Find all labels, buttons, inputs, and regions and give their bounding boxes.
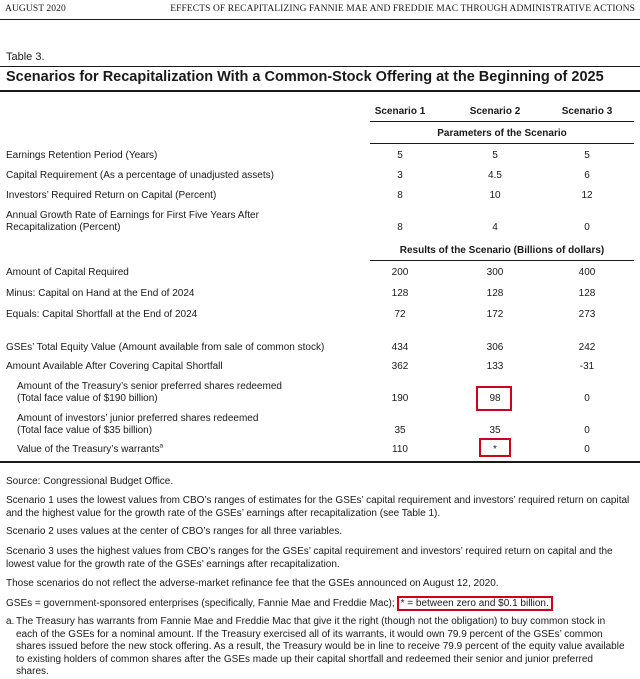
row-label-line2: Recapitalization (Percent) bbox=[6, 222, 121, 233]
table-cell: 5 bbox=[492, 150, 498, 161]
running-head bbox=[0, 0, 640, 20]
highlight-box bbox=[476, 386, 512, 411]
table-cell: 362 bbox=[391, 361, 409, 372]
table-cell: 300 bbox=[486, 267, 504, 278]
table-cell: 72 bbox=[394, 309, 406, 320]
table-cell: 12 bbox=[581, 190, 593, 201]
source-note: Source: Congressional Budget Office. bbox=[6, 476, 174, 487]
parameters-heading: Parameters of the Scenario bbox=[437, 128, 567, 139]
table-cell-highlighted: * bbox=[493, 444, 497, 455]
results-heading-rule bbox=[370, 260, 634, 261]
table-cell: 110 bbox=[392, 444, 408, 455]
table-cell: 128 bbox=[578, 288, 596, 299]
table-cell-highlighted: 98 bbox=[489, 393, 501, 404]
row-label: Amount of Capital Required bbox=[6, 267, 129, 278]
row-label: Amount of the Treasury’s senior preferred shares redeemed bbox=[17, 381, 282, 392]
table-cell: 5 bbox=[584, 150, 590, 161]
table-cell: 128 bbox=[391, 288, 409, 299]
column-header-scenario-2: Scenario 2 bbox=[469, 106, 521, 117]
table-cell: 35 bbox=[489, 425, 501, 436]
table-cell: 3 bbox=[397, 170, 403, 181]
table-cell: 200 bbox=[391, 267, 409, 278]
column-header-rule bbox=[370, 121, 634, 122]
row-label: Earnings Retention Period (Years) bbox=[6, 150, 158, 161]
table-label: Table 3. bbox=[6, 51, 45, 63]
fee-note: Those scenarios do not reflect the adverse-market refinance fee that the GSEs announced on August 12, 2020. bbox=[6, 578, 499, 589]
title-bottom-rule bbox=[0, 90, 640, 92]
row-label: Minus: Capital on Hand at the End of 2024 bbox=[6, 288, 195, 299]
table-cell: 0 bbox=[584, 393, 590, 404]
table-cell: 434 bbox=[391, 342, 409, 353]
scenario-1-note: Scenario 1 uses the lowest values from CBO’s ranges of estimates for the GSEs’ capital requirement and investors’ required return on capital and the highest value for the growth rate of the GSEs’ earnings after recapitalization (see Table 1). bbox=[6, 495, 630, 519]
row-label: Annual Growth Rate of Earnings for First Five Years After bbox=[6, 210, 259, 221]
results-heading: Results of the Scenario (Billions of dollars) bbox=[399, 245, 605, 256]
table-cell: 128 bbox=[486, 288, 504, 299]
gse-definition: GSEs = government-sponsored enterprises (specifically, Fannie Mae and Freddie Mac); bbox=[6, 598, 395, 609]
row-label: Investors’ Required Return on Capital (Percent) bbox=[6, 190, 217, 201]
table-cell: 6 bbox=[584, 170, 590, 181]
table-cell: 133 bbox=[486, 361, 504, 372]
table-cell: 0 bbox=[584, 444, 590, 455]
footnote-mark: a. bbox=[6, 616, 15, 627]
highlight-box bbox=[479, 438, 511, 457]
running-head-title: EFFECTS OF RECAPITALIZING FANNIE MAE AND FREDDIE MAC THROUGH ADMINISTRATIVE ACTIONS bbox=[170, 4, 635, 14]
title-top-rule bbox=[0, 66, 640, 67]
table-cell: 4.5 bbox=[488, 170, 502, 181]
row-label: Amount Available After Covering Capital Shortfall bbox=[6, 361, 223, 372]
running-head-date: AUGUST 2020 bbox=[5, 4, 66, 14]
table-cell: 400 bbox=[578, 267, 596, 278]
table-cell: 190 bbox=[391, 393, 409, 404]
table-title: Scenarios for Recapitalization With a Common-Stock Offering at the Beginning of 2025 bbox=[6, 69, 604, 85]
parameters-heading-rule bbox=[370, 143, 634, 144]
row-label: Value of the Treasury’s warrants$^a$ bbox=[17, 442, 164, 455]
table-cell: 172 bbox=[486, 309, 504, 320]
table-cell: 8 bbox=[397, 222, 403, 233]
row-label: GSEs’ Total Equity Value (Amount available from sale of common stock) bbox=[6, 342, 325, 353]
star-definition: * = between zero and $0.1 billion. bbox=[397, 596, 553, 611]
table-cell: 10 bbox=[489, 190, 501, 201]
column-header-scenario-3: Scenario 3 bbox=[561, 106, 613, 117]
table-cell: 35 bbox=[394, 425, 406, 436]
table-cell: 8 bbox=[397, 190, 403, 201]
table-cell: -31 bbox=[579, 361, 595, 372]
table-bottom-rule bbox=[0, 461, 640, 463]
table-cell: 5 bbox=[397, 150, 403, 161]
definitions-note bbox=[6, 597, 634, 610]
table-cell: 306 bbox=[486, 342, 504, 353]
row-label-line2: (Total face value of $35 billion) bbox=[17, 425, 153, 436]
scenario-2-note: Scenario 2 uses values at the center of CBO’s ranges for all three variables. bbox=[6, 526, 343, 537]
row-label: Capital Requirement (As a percentage of unadjusted assets) bbox=[6, 170, 274, 181]
table-cell: 273 bbox=[578, 309, 596, 320]
row-label-line2: (Total face value of $190 billion) bbox=[17, 393, 158, 404]
table-cell: 4 bbox=[492, 222, 498, 233]
table-cell: 0 bbox=[584, 222, 590, 233]
footnote-text: The Treasury has warrants from Fannie Mae and Freddie Mac that give it the right (though not the obligation) to buy common stock in each of the GSEs for a nominal amount. If the Treasury exercised all of its warrants, it would own 79.9 percent of the GSEs’ common shares issued before the new stock offering. As a result, the Treasury would be in line to receive 79.9 percent of the equity value available to existing holders of common shares after the GSEs made up their capital shortfall and redeemed their senior and junior preferred shares. bbox=[16, 616, 625, 677]
scenario-3-note: Scenario 3 uses the highest values from CBO’s ranges for the GSEs’ capital requirement and investors’ required return on capital and the lowest value for the growth rate of the GSEs’ earnings after recapitalization. bbox=[6, 546, 613, 570]
column-header-scenario-1: Scenario 1 bbox=[374, 106, 426, 117]
row-label: Equals: Capital Shortfall at the End of 2024 bbox=[6, 309, 198, 320]
table-cell: 0 bbox=[584, 425, 590, 436]
row-label: Amount of investors’ junior preferred shares redeemed bbox=[17, 413, 259, 424]
table-cell: 242 bbox=[578, 342, 596, 353]
